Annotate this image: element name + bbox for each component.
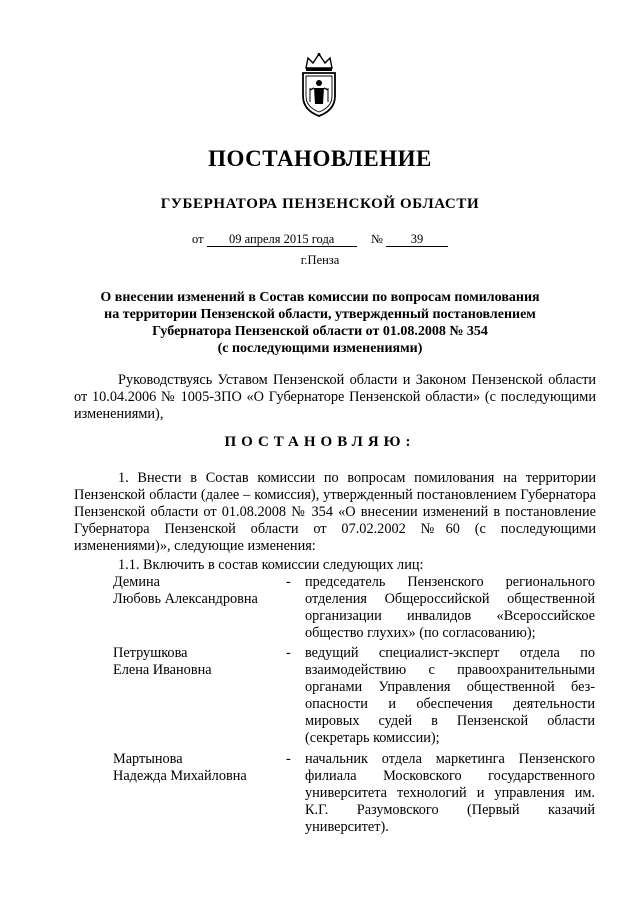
coat-of-arms-icon (296, 52, 342, 118)
date-prefix: от (192, 232, 204, 246)
heading-line: О внесении изменений в Состав комиссии по вопросам помилования (100, 290, 540, 305)
member-surname: Петрушкова (113, 645, 188, 661)
document-number: 39 (386, 232, 448, 247)
decree-word: ПОСТАНОВЛЯЮ: (224, 434, 416, 450)
member-given-name: Любовь Александровна (113, 591, 258, 607)
member-name (113, 645, 283, 679)
document-city: г.Пенза (300, 253, 340, 267)
preamble-paragraph: Руководствуясь Уставом Пензенской области и Законом Пензенской области от 10.04.2006 № 1005-ЗПО «О Губернаторе Пензенской области» (с последующими изменениями), (74, 372, 596, 422)
member-surname: Мартынова (113, 751, 183, 767)
date-line (0, 232, 640, 247)
member-given-name: Надежда Михайловна (113, 768, 247, 784)
number-prefix: № (370, 232, 383, 246)
member-dash: - (286, 645, 291, 661)
member-role: начальник отдела маркетинга Пензенского филиала Московского государственного университета технологий и управления им. К.Г. Разумовского (Первый казачий университет). (305, 751, 595, 835)
member-name (113, 574, 283, 608)
member-dash: - (286, 574, 291, 590)
member-name (113, 751, 283, 785)
heading-line: на территории Пензенской области, утвержденный постановлением (104, 307, 536, 322)
document-date: 09 апреля 2015 года (207, 232, 357, 247)
heading-line: (с последующими изменениями) (217, 341, 423, 356)
member-given-name: Елена Ивановна (113, 662, 212, 678)
member-role: председатель Пензенского регионального отделения Общероссийской общественной организации инвалидов «Всероссийское общество глухих» (по согласованию); (305, 574, 595, 641)
document-title: ПОСТАНОВЛЕНИЕ (208, 146, 432, 171)
document-issuer: ГУБЕРНАТОРА ПЕНЗЕНСКОЙ ОБЛАСТИ (160, 196, 480, 212)
member-surname: Демина (113, 574, 160, 590)
document-heading (70, 289, 570, 357)
item-1-1-paragraph: 1.1. Включить в состав комиссии следующих лиц: (118, 557, 424, 573)
item-1-paragraph: 1. Внести в Состав комиссии по вопросам помилования на территории Пензенской области (далее – комиссия), утвержденный постановлением Губернатора Пензенской области от 01.08.2008 № 354 «О внесении изменений в постановление Губернатора Пензенской области от 07.02.2002 №60 (с последующими изменениями)», следующие изменения: (74, 470, 596, 554)
member-role: ведущий специалист-эксперт отдела по взаимодействию с правоохранительными органами Управления общественной без-опасности и обеспечения деятельности мировых судей в Пензенской области (секретарь комиссии); (305, 645, 595, 746)
member-dash: - (286, 751, 291, 767)
heading-line: Губернатора Пензенской области от 01.08.2008 № 354 (152, 324, 488, 339)
